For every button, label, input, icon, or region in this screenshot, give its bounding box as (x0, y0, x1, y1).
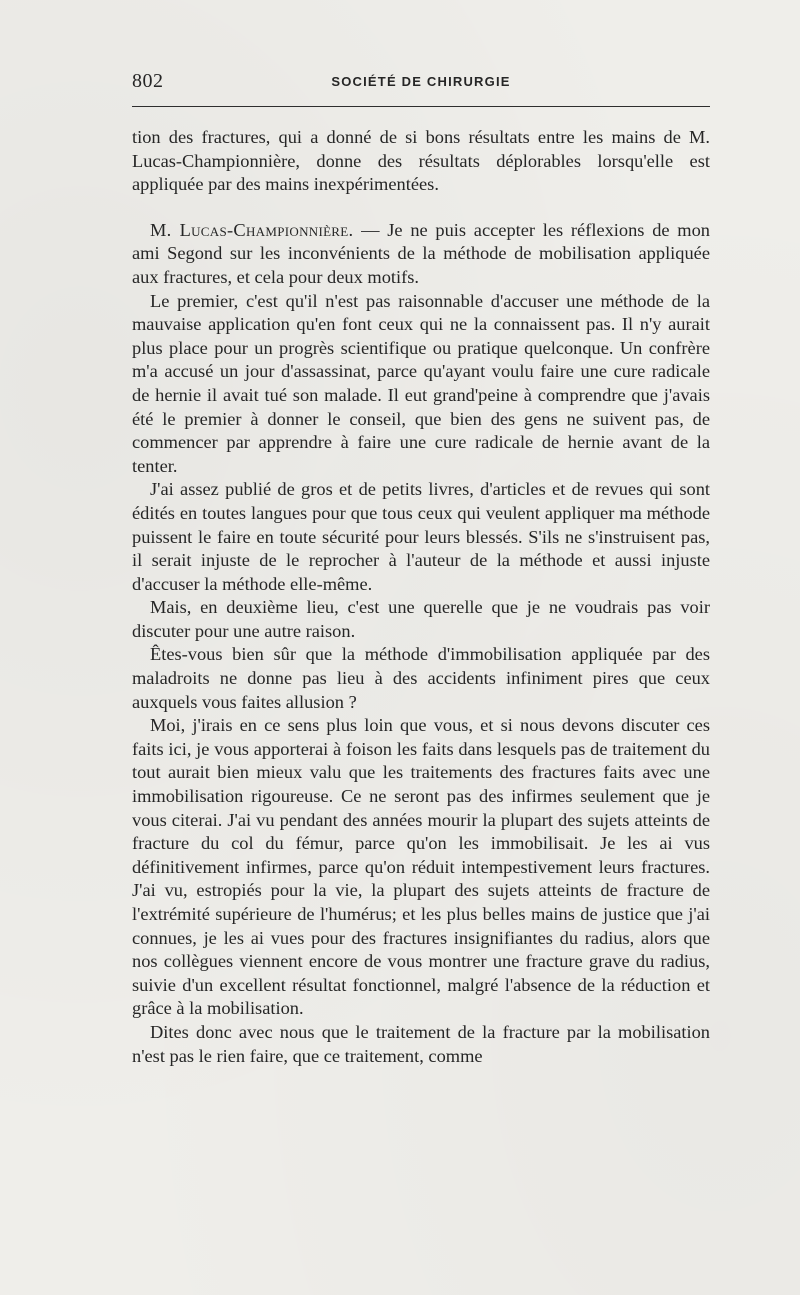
paragraph-text: Mais, en deuxième lieu, c'est une querelle que je ne voudrais pas voir discuter pour une autre raison. (132, 597, 710, 641)
paragraph-continuation (132, 126, 710, 197)
paragraph (132, 596, 710, 643)
paragraph-speaker (132, 219, 710, 290)
page-header (132, 66, 710, 96)
paragraph-text: — Je ne puis accepter les réflexions de mon ami Segond sur les inconvénients de la méthode de mobilisation appliquée aux fractures, et cela pour deux motifs. (132, 219, 710, 287)
paragraph (132, 643, 710, 714)
paragraph-text: tion des fractures, qui a donné de si bons résultats entre les mains de M. Lucas-Championnière, donne des résultats déplorables lorsqu'elle est appliquée par des mains inexpérimentées. (132, 127, 710, 195)
paragraph-text: Êtes-vous bien sûr que la méthode d'immobilisation appliquée par des maladroits ne donne pas lieu à des accidents infiniment pires que ceux auxquels vous faites allusion ? (132, 644, 710, 712)
page-number: 802 (132, 70, 164, 92)
paragraph-text: Le premier, c'est qu'il n'est pas raisonnable d'accuser une méthode de la mauvaise application qu'en font ceux qui ne la connaissent pas. Il n'y aurait plus place pour un progrès scientifique ou pratique quelconque. Un confrère m'a accusé un jour d'assassinat, parce qu'ayant voulu faire une cure radicale de hernie il avait tué son malade. Il eut grand'peine à comprendre que j'avais été le premier à donner le conseil, que bien des gens ne suivent pas, de commencer par apprendre à faire une cure radicale de hernie avant de la tenter. (132, 290, 710, 476)
speaker-name: M. Lucas-Championnière. (150, 219, 354, 240)
paragraph (132, 290, 710, 479)
paragraph-text: Dites donc avec nous que le traitement de la fracture par la mobilisation n'est pas le rien faire, que ce traitement, comme (132, 1021, 710, 1066)
paragraph (132, 478, 710, 596)
paragraph-text: Moi, j'irais en ce sens plus loin que vous, et si nous devons discuter ces faits ici, je vous apporterai à foison les faits dans lesquels pas de traitement du tout aurait bien mieux valu que les traitements des fractures faits avec une immobilisation rigoureuse. Ce ne seront pas des infirmes seulement que je vous citerai. J'ai vu pendant des années mourir la plupart des sujets atteints de fracture du col du fémur, parce qu'on les immobilisait. Je les ai vus définitivement infirmes, parce qu'on réduit intempestivement leurs fractures. J'ai vu, estropiés pour la vie, la plupart des sujets atteints de fracture de l'extrémité supérieure de l'humérus; et les plus belles mains de justice que j'ai connues, je les ai vues pour des fractures insignifiantes du radius, alors que nos collègues viennent encore de vous montrer une fracture grave du radius, suivie d'un excellent résultat fonctionnel, malgré l'absence de la réduction et grâce à la mobilisation. (132, 715, 710, 1019)
paragraph-text: J'ai assez publié de gros et de petits livres, d'articles et de revues qui sont édités en toutes langues pour que tous ceux qui veulent appliquer ma méthode puissent le faire en toute sécurité pour leurs blessés. S'ils ne s'instruisent pas, il serait injuste de le reprocher à l'auteur de la méthode et aussi injuste d'accuser la méthode elle-même. (132, 479, 710, 594)
body-text (132, 126, 710, 1068)
paragraph (132, 1021, 710, 1068)
paragraph (132, 714, 710, 1021)
running-head: SOCIÉTÉ DE CHIRURGIE (331, 74, 511, 89)
header-rule (132, 106, 710, 107)
